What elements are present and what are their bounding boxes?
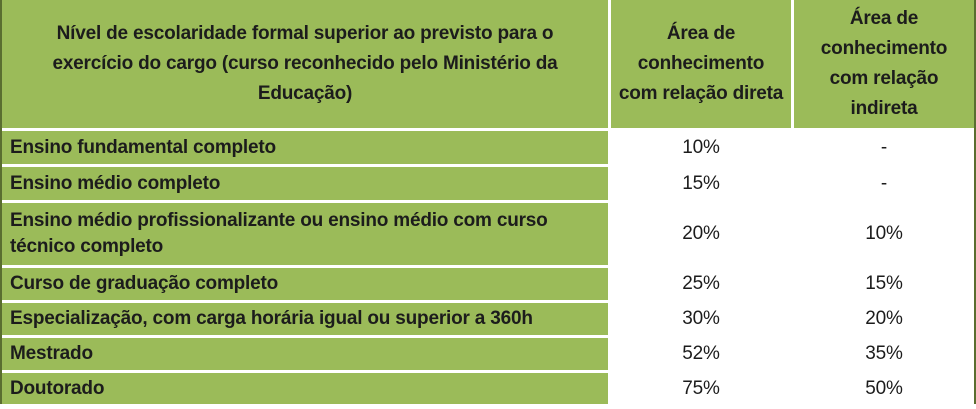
indirect-relation-value-cell: 35% <box>865 343 903 364</box>
direct-relation-value-cell: 15% <box>682 172 720 194</box>
row-label-cell: Curso de graduação completo <box>2 268 608 300</box>
header-direct-relation: Área de conhecimento com relação direta <box>611 0 791 128</box>
indirect-relation-value-cell: 50% <box>865 377 903 399</box>
header-indirect-relation: Área de conhecimento com relação indireta <box>794 0 974 128</box>
direct-relation-value-cell: 75% <box>682 377 720 399</box>
direct-relation-value-cell: 25% <box>682 273 720 294</box>
row-label-cell: Ensino médio profissionalizante ou ensino médio com curso técnico completo <box>2 203 608 265</box>
direct-relation-value-cell: 52% <box>682 343 720 364</box>
indirect-relation-value-cell: - <box>880 172 888 194</box>
row-label-cell: Mestrado <box>2 338 608 370</box>
indirect-relation-value-cell: - <box>880 136 888 158</box>
row-label-cell: Ensino médio completo <box>2 167 608 200</box>
header-education-level: Nível de escolaridade formal superior ao previsto para o exercício do cargo (curso reconhecido pelo Ministério da Educação) <box>2 0 608 128</box>
indirect-relation-value-cell: 20% <box>865 308 903 329</box>
row-label-cell: Especialização, com carga horária igual ou superior a 360h <box>2 303 608 335</box>
row-label-cell: Doutorado <box>2 373 608 404</box>
direct-relation-value-cell: 10% <box>682 136 720 158</box>
row-label-cell: Ensino fundamental completo <box>2 131 608 164</box>
direct-relation-value-cell: 20% <box>682 223 720 244</box>
indirect-relation-value-cell: 10% <box>865 223 903 244</box>
indirect-relation-value-cell: 15% <box>865 273 903 294</box>
direct-relation-value-cell: 30% <box>682 308 720 329</box>
